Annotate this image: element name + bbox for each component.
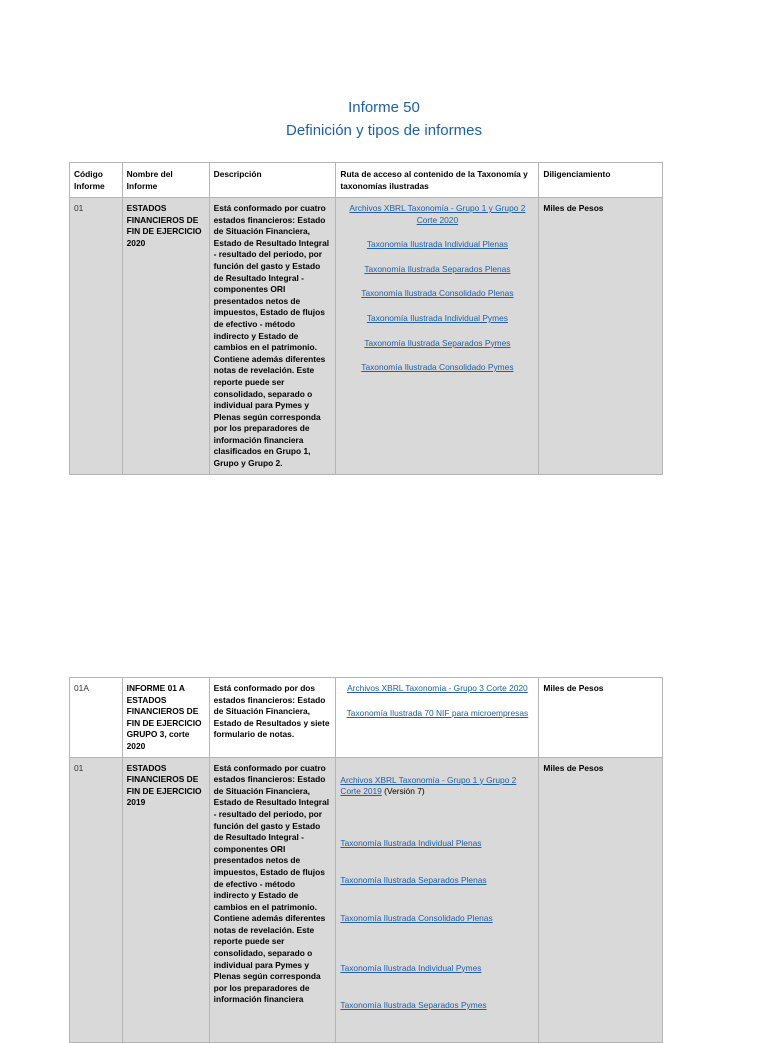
- report-description: Está conformado por cuatro estados financieros: Estado de Situación Financiera, Estado de Resultado Integral - resultado del periodo, por función del gasto y Estado de Resultado Integral - componentes ORI presentados netos de impuestos, Estado de flujos de efectivo - método indirecto y Estado de cambios en el patrimonio. Contiene además diferentes notas de revelación. Este reporte puede ser consolidado, separado o individual para Pymes y Plenas según corresponda por los preparadores de información financiera clasificados en Grupo 1, Grupo y Grupo 2.: [209, 198, 336, 475]
- link-individual-plenas[interactable]: Taxonomía Ilustrada Individual Plenas: [340, 837, 482, 848]
- report-description: Está conformado por cuatro estados financieros: Estado de Situación Financiera, Estado de Resultado Integral - resultado del periodo, por función del gasto y Estado de Resultado Integral - componentes ORI presentados netos de impuestos, Estado de flujos de efectivo - método indirecto y Estado de cambios en el patrimonio. Contiene además diferentes notas de revelación. Este reporte puede ser consolidado, separado o individual para Pymes y Plenas según corresponda por los preparadores de información financiera: [209, 757, 336, 1042]
- link-consolidado-pymes[interactable]: Taxonomía Ilustrada Consolidado Pymes: [361, 362, 514, 373]
- header-code: Código Informe: [70, 163, 123, 198]
- link-individual-pymes[interactable]: Taxonomía Ilustrada Individual Pymes: [340, 962, 482, 973]
- report-code: 01: [70, 757, 123, 1042]
- link-xbrl-grupo3-2020[interactable]: Archivos XBRL Taxonomía - Grupo 3 Corte 2020: [347, 683, 528, 693]
- link-separados-pymes[interactable]: Taxonomía Ilustrada Separados Pymes: [364, 337, 511, 348]
- report-links: [336, 198, 539, 475]
- link-xbrl-2019[interactable]: Archivos XBRL Taxonomía - Grupo 1 y Grupo 2 Corte 2019: [340, 774, 517, 797]
- table-row: [70, 757, 663, 1042]
- version-note: (Versión 7): [381, 786, 425, 797]
- link-consolidado-plenas[interactable]: Taxonomía Ilustrada Consolidado Plenas: [361, 288, 514, 299]
- xbrl-link-wrapper: [340, 775, 534, 798]
- table-row: [70, 198, 663, 475]
- report-links: [336, 678, 539, 758]
- reports-table-1: [69, 162, 663, 475]
- report-description: Está conformado por dos estados financieros: Estado de Situación Financiera, Estado de Resultados y siete formulario de notas.: [209, 678, 336, 758]
- report-name: INFORME 01 A ESTADOS FINANCIEROS DE FIN DE EJERCICIO GRUPO 3, corte 2020: [122, 678, 209, 758]
- report-title: Informe 50: [348, 99, 420, 116]
- link-individual-plenas[interactable]: Taxonomía Ilustrada Individual Plenas: [366, 239, 508, 250]
- table-row: [70, 678, 663, 758]
- report-code: 01A: [70, 678, 123, 758]
- link-separados-pymes[interactable]: Taxonomía Ilustrada Separados Pymes: [340, 1000, 487, 1011]
- header-description: Descripción: [209, 163, 336, 198]
- report-name: ESTADOS FINANCIEROS DE FIN DE EJERCICIO 2020: [122, 198, 209, 475]
- report-name: ESTADOS FINANCIEROS DE FIN DE EJERCICIO 2019: [122, 757, 209, 1042]
- link-separados-plenas[interactable]: Taxonomía Ilustrada Separados Plenas: [340, 875, 487, 886]
- report-filling: Miles de Pesos: [539, 678, 663, 758]
- link-xbrl-2020[interactable]: Archivos XBRL Taxonomía - Grupo 1 y Grupo 2 Corte 2020: [349, 203, 526, 225]
- link-separados-plenas[interactable]: Taxonomía Ilustrada Separados Plenas: [364, 263, 511, 274]
- report-subtitle: Definición y tipos de informes: [286, 122, 482, 139]
- link-consolidado-plenas[interactable]: Taxonomía Ilustrada Consolidado Plenas: [340, 912, 493, 923]
- header-access-path: Ruta de acceso al contenido de la Taxonomía y taxonomías ilustradas: [336, 163, 539, 198]
- report-code: 01: [70, 198, 123, 475]
- link-70-nif-microempresas[interactable]: Taxonomía Ilustrada 70 NIF para microempresas: [346, 707, 529, 718]
- header-name: Nombre del Informe: [122, 163, 209, 198]
- table-header-row: [70, 163, 663, 198]
- report-links: [336, 757, 539, 1042]
- reports-table-2: [69, 677, 663, 1043]
- link-individual-pymes[interactable]: Taxonomía Ilustrada Individual Pymes: [366, 312, 508, 323]
- report-filling: Miles de Pesos: [539, 757, 663, 1042]
- header-filling: Diligenciamiento: [539, 163, 663, 198]
- report-filling: Miles de Pesos: [539, 198, 663, 475]
